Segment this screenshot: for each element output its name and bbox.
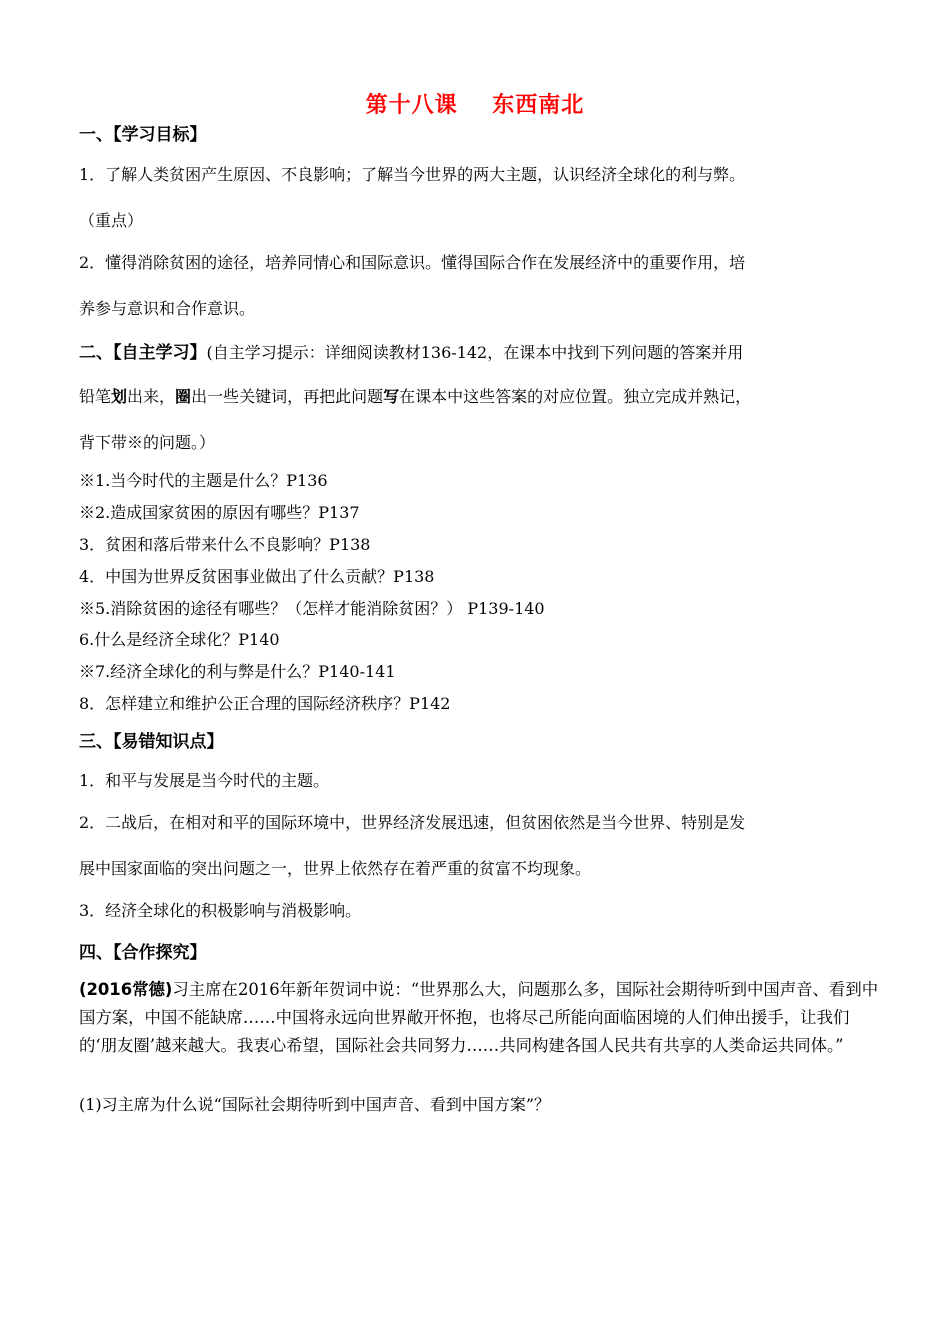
intro-emphasis-draw: 划 [111, 387, 128, 406]
question-item: 4．中国为世界反贫困事业做出了什么贡献？P138 [79, 567, 435, 586]
section-heading-self-study: 二、【自主学习】 [79, 343, 207, 363]
intro-emphasis-write: 写 [383, 387, 400, 406]
cooperation-passage [79, 976, 885, 1060]
question-item: ※1.当今时代的主题是什么？P136 [79, 471, 328, 490]
intro-text: 铅笔 [79, 387, 112, 406]
self-study-intro-a: (自主学习提示：详细阅读教材136-142，在课本中找到下列问题的答案并用 [206, 343, 744, 362]
source-label: (2016常德) [79, 980, 173, 999]
question-item: ※2.造成国家贫困的原因有哪些？P137 [79, 503, 360, 522]
goal-item-2-line-2: 养参与意识和合作意识。 [79, 299, 256, 318]
intro-text: 出一些关键词，再把此问题 [191, 387, 384, 406]
goal-item-1-note: （重点） [79, 211, 144, 230]
cooperation-question-1: (1)习主席为什么说“国际社会期待听到中国声音、看到中国方案”？ [79, 1095, 551, 1114]
intro-text: 出来， [127, 387, 176, 406]
error-item-3: 3．经济全球化的积极影响与消极影响。 [79, 901, 362, 920]
goal-item-2-line-1: 2．懂得消除贫困的途径，培养同情心和国际意识。懂得国际合作在发展经济中的重要作用，培 [79, 253, 746, 272]
question-item: 3．贫困和落后带来什么不良影响？P138 [79, 535, 371, 554]
section-heading-cooperation: 四、【合作探究】 [79, 943, 207, 963]
question-item: 8．怎样建立和维护公正合理的国际经济秩序？P142 [79, 694, 451, 713]
self-study-intro-line-1 [79, 338, 889, 363]
goal-item-1: 1．了解人类贫困产生原因、不良影响；了解当今世界的两大主题，认识经济全球化的利与弊。 [79, 165, 746, 184]
question-item: 6.什么是经济全球化？P140 [79, 630, 280, 649]
lesson-title: 第十八课 东西南北 [365, 93, 585, 118]
passage-text: 习主席在2016年新年贺词中说：“世界那么大，问题那么多，国际社会期待听到中国声音、看到中国方案，中国不能缺席……中国将永远向世界敞开怀抱，也将尽己所能向面临困境的人们伸出援手，让我们的‘朋友圈’越来越大。我衷心希望，国际社会共同努力……共同构建各国人民共有共享的人类命运共同体。” [79, 980, 879, 1055]
self-study-intro-line-3: 背下带※的问题。） [79, 433, 216, 452]
question-item: ※5.消除贫困的途径有哪些？（怎样才能消除贫困？） P139-140 [79, 599, 545, 618]
section-heading-goals: 一、【学习目标】 [79, 125, 207, 145]
self-study-intro-line-2 [79, 384, 889, 407]
error-item-2-line-2: 展中国家面临的突出问题之一，世界上依然存在着严重的贫富不均现象。 [79, 859, 592, 878]
section-heading-error-points: 三、【易错知识点】 [79, 732, 224, 752]
error-item-1: 1．和平与发展是当今时代的主题。 [79, 771, 330, 790]
intro-text: 在课本中这些答案的对应位置。独立完成并熟记， [399, 387, 752, 406]
intro-emphasis-circle: 圈 [175, 387, 192, 406]
error-item-2-line-1: 2．二战后，在相对和平的国际环境中，世界经济发展迅速，但贫困依然是当今世界、特别是发 [79, 813, 746, 832]
question-item: ※7.经济全球化的利与弊是什么？P140-141 [79, 662, 396, 681]
